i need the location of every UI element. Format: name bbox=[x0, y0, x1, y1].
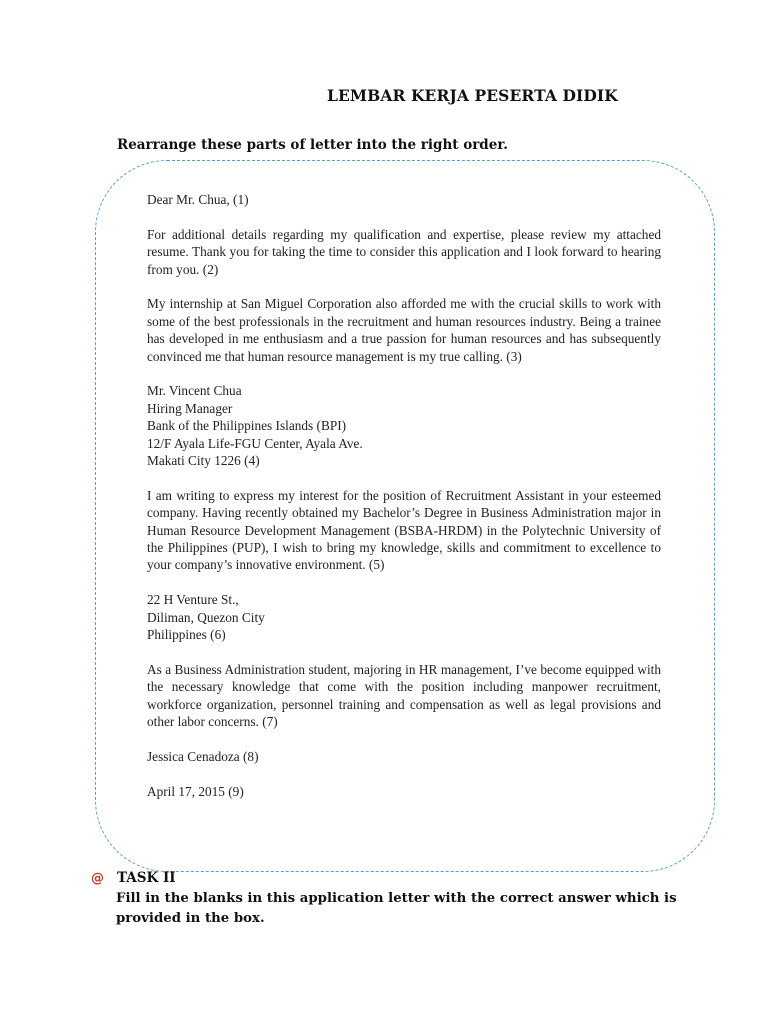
task-heading: TASK II bbox=[117, 870, 176, 886]
address-line: Mr. Vincent Chua bbox=[147, 383, 242, 399]
letter-date: April 17, 2015 (9) bbox=[147, 783, 244, 799]
instruction-text: Rearrange these parts of letter into the right order. bbox=[117, 137, 508, 153]
address-line: 12/F Ayala Life-FGU Center, Ayala Ave. bbox=[147, 435, 363, 451]
at-bullet-icon: @ bbox=[91, 871, 104, 886]
address-line: Hiring Manager bbox=[147, 400, 233, 416]
letter-content bbox=[147, 191, 661, 817]
letter-paragraph-7: As a Business Administration student, majoring in HR management, I’ve become equipped with the necessary knowledge that come with the position including manpower recruitment, workforce organization, personnel training and compensation as well as legal provisions and other labor concerns. (7) bbox=[147, 661, 661, 730]
letter-paragraph-5: I am writing to express my interest for the position of Recruitment Assistant in your esteemed company. Having recently obtained my Bachelor’s Degree in Business Administration major in Human Resource Development Management (BSBA-HRDM) in the Polytechnic University of the Philippines (PUP), I wish to bring my knowledge, skills and commitment to excellence to your company’s innovative environment. (5) bbox=[147, 487, 661, 573]
letter-signature: Jessica Cenadoza (8) bbox=[147, 748, 259, 764]
letter-paragraph-2: For additional details regarding my qualification and expertise, please review my attached resume. Thank you for taking the time to consider this application and I look forward to hearing from you. (2) bbox=[147, 226, 661, 277]
task-instruction: Fill in the blanks in this application letter with the correct answer which is provided in the box. bbox=[116, 891, 677, 926]
recipient-address bbox=[147, 382, 661, 469]
page-title: LEMBAR KERJA PESERTA DIDIK bbox=[327, 86, 618, 105]
address-line: Diliman, Quezon City bbox=[147, 609, 265, 625]
letter-paragraph-3: My internship at San Miguel Corporation also afforded me with the crucial skills to work with some of the best professionals in the recruitment and human resources industry. Being a trainee has developed in me enthusiasm and a true passion for human resources and has subsequently convinced me that human resource management is my true calling. (3) bbox=[147, 296, 661, 364]
address-line: Makati City 1226 (4) bbox=[147, 453, 260, 469]
address-line: Bank of the Philippines Islands (BPI) bbox=[147, 418, 347, 434]
letter-salutation: Dear Mr. Chua, (1) bbox=[147, 192, 249, 207]
sender-address bbox=[147, 591, 661, 643]
address-line: Philippines (6) bbox=[147, 627, 226, 643]
address-line: 22 H Venture St., bbox=[147, 592, 239, 608]
